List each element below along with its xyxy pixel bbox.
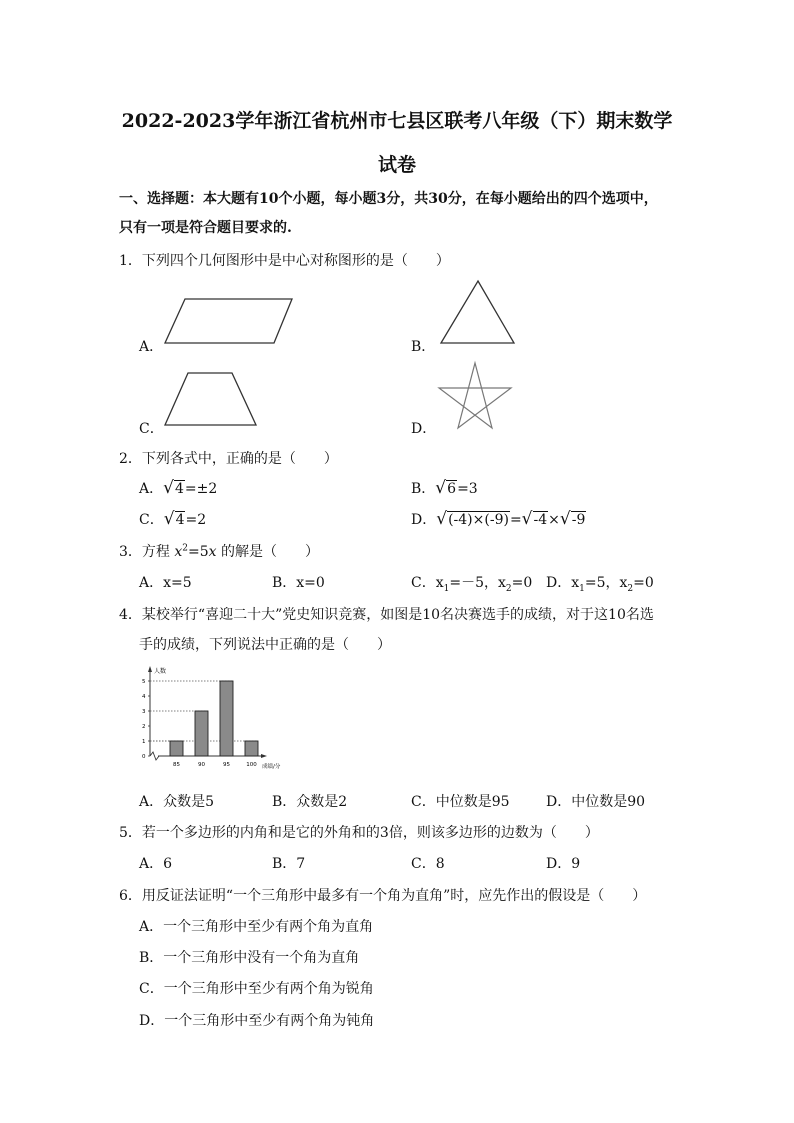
trapezoid-figure [160,368,260,430]
q5-option-d: D．9 [546,856,581,872]
q2-option-a [139,478,217,498]
question-1-stem: 1．下列四个几何图形中是中心对称图形的是（ ） [119,253,450,269]
q3-c-text: =－5，x [449,575,506,591]
q2-b-rest: =3 [457,481,478,497]
q3-option-a: A．x=5 [139,575,192,591]
q3-c-text: =0 [511,575,533,591]
x-tick-label: 85 [173,762,180,768]
y-tick-label: 1 [142,739,146,745]
q2-d-eq: = [509,512,522,528]
x-axis-arrow [261,754,267,758]
q3-d-text: =0 [633,575,654,591]
y-axis-label: 人数 [154,668,167,675]
radicand: -4 [533,512,548,528]
x-axis-label: 成绩/分 [262,764,281,770]
q2-d-label: D． [411,512,437,528]
y-tick-label: 4 [142,694,146,700]
q1-option-a-label: A． [139,339,164,355]
q4-option-b: B．众数是2 [272,794,348,810]
q1-option-c-label: C． [139,421,164,437]
subscript: 2 [505,583,512,594]
q3-option-c [411,572,532,594]
sqrt-expression: √-9 [559,509,586,529]
radicand: 4 [175,512,185,528]
q2-a-rest: =±2 [184,481,218,497]
y-tick-label: 5 [142,679,146,685]
q2-c-rest: =2 [185,512,207,528]
q3-variable: x [208,544,217,560]
star-figure [436,360,514,432]
axis-break [150,752,159,760]
sqrt-expression: √-4 [521,509,548,529]
question-6-stem: 6．用反证法证明“一个三角形中最多有一个角为直角”时，应先作出的假设是（ ） [119,888,647,904]
q3-d-text: D．x [546,575,580,591]
triangle-figure [436,276,518,348]
question-4-stem-cont: 手的成绩，下列说法中正确的是（ ） [139,637,391,653]
q4-option-d: D．中位数是90 [546,794,646,810]
bar-90 [195,711,208,756]
x-tick-label: 95 [223,762,230,768]
section-heading: 一、选择题：本大题有10个小题，每小题3分，共30分，在每小题给出的四个选项中， [119,191,658,207]
q5-option-b: B．7 [272,856,306,872]
page-title: 2022-2023学年浙江省杭州市七县区联考八年级（下）期末数学 [121,110,673,132]
q3-d-text: =5，x [584,575,628,591]
q6-option-b: B．一个三角形中没有一个角为直角 [139,950,360,966]
y-tick-label: 3 [142,709,146,715]
q6-option-d: D．一个三角形中至少有两个角为钝角 [139,1013,375,1029]
q4-option-a: A．众数是5 [139,794,215,810]
score-bar-chart [138,664,298,774]
y-tick-label: 2 [142,724,146,730]
q6-option-a: A．一个三角形中至少有两个角为直角 [139,919,374,935]
parallelogram-figure [160,293,298,349]
section-heading-cont: 只有一项是符合题目要求的. [119,220,292,236]
subscript: 1 [443,583,450,594]
q2-option-d [411,509,586,529]
q5-option-a: A．6 [139,856,173,872]
bar-85 [170,741,183,756]
question-2-stem: 2．下列各式中，正确的是（ ） [119,451,338,467]
q2-a-label: A． [139,481,164,497]
subscript: 2 [627,583,634,594]
sqrt-expression: √4 [163,509,185,529]
sqrt-expression: √4 [163,478,184,498]
page-title-line2: 试卷 [377,154,416,176]
q3-option-d [546,572,654,594]
y-tick-label: 0 [142,754,146,760]
q2-b-label: B． [411,481,436,497]
bar-95 [220,681,233,756]
y-axis-arrow [148,666,152,672]
q3-stem-text: 3．方程 [119,544,175,560]
radicand: 4 [174,481,184,497]
subscript: 1 [579,583,585,594]
x-tick-label: 90 [198,762,205,768]
q1-option-d-label: D． [411,421,437,437]
question-5-stem: 5．若一个多边形的内角和是它的外角和的3倍，则该多边形的边数为（ ） [119,825,599,841]
q5-option-c: C．8 [411,856,445,872]
q4-option-c: C．中位数是95 [411,794,510,810]
q3-exponent: 2 [182,543,188,554]
q2-option-c [139,509,206,529]
q3-variable: x [174,544,183,560]
question-4-stem: 4．某校举行“喜迎二十大”党史知识竞赛，如图是10名决赛选手的成绩，对于这10名选 [119,607,654,623]
sqrt-expression: √6 [435,478,457,498]
radicand: 6 [447,481,457,497]
q2-d-times: × [548,512,560,528]
q3-equals: =5 [188,544,209,560]
q6-option-c: C．一个三角形中至少有两个角为锐角 [139,981,374,997]
x-tick-label: 100 [246,762,257,768]
q1-option-b-label: B． [411,339,436,355]
question-3-stem [119,541,319,561]
radicand: -9 [571,512,586,528]
sqrt-expression: √(-4)×(-9) [436,509,509,529]
q2-c-label: C． [139,512,164,528]
q2-option-b [411,478,478,498]
q3-option-b: B．x=0 [272,575,325,591]
q3-stem-end: 的解是（ ） [216,544,319,560]
bar-100 [245,741,258,756]
radicand: (-4)×(-9) [448,512,509,528]
q3-c-text: C．x [411,575,444,591]
